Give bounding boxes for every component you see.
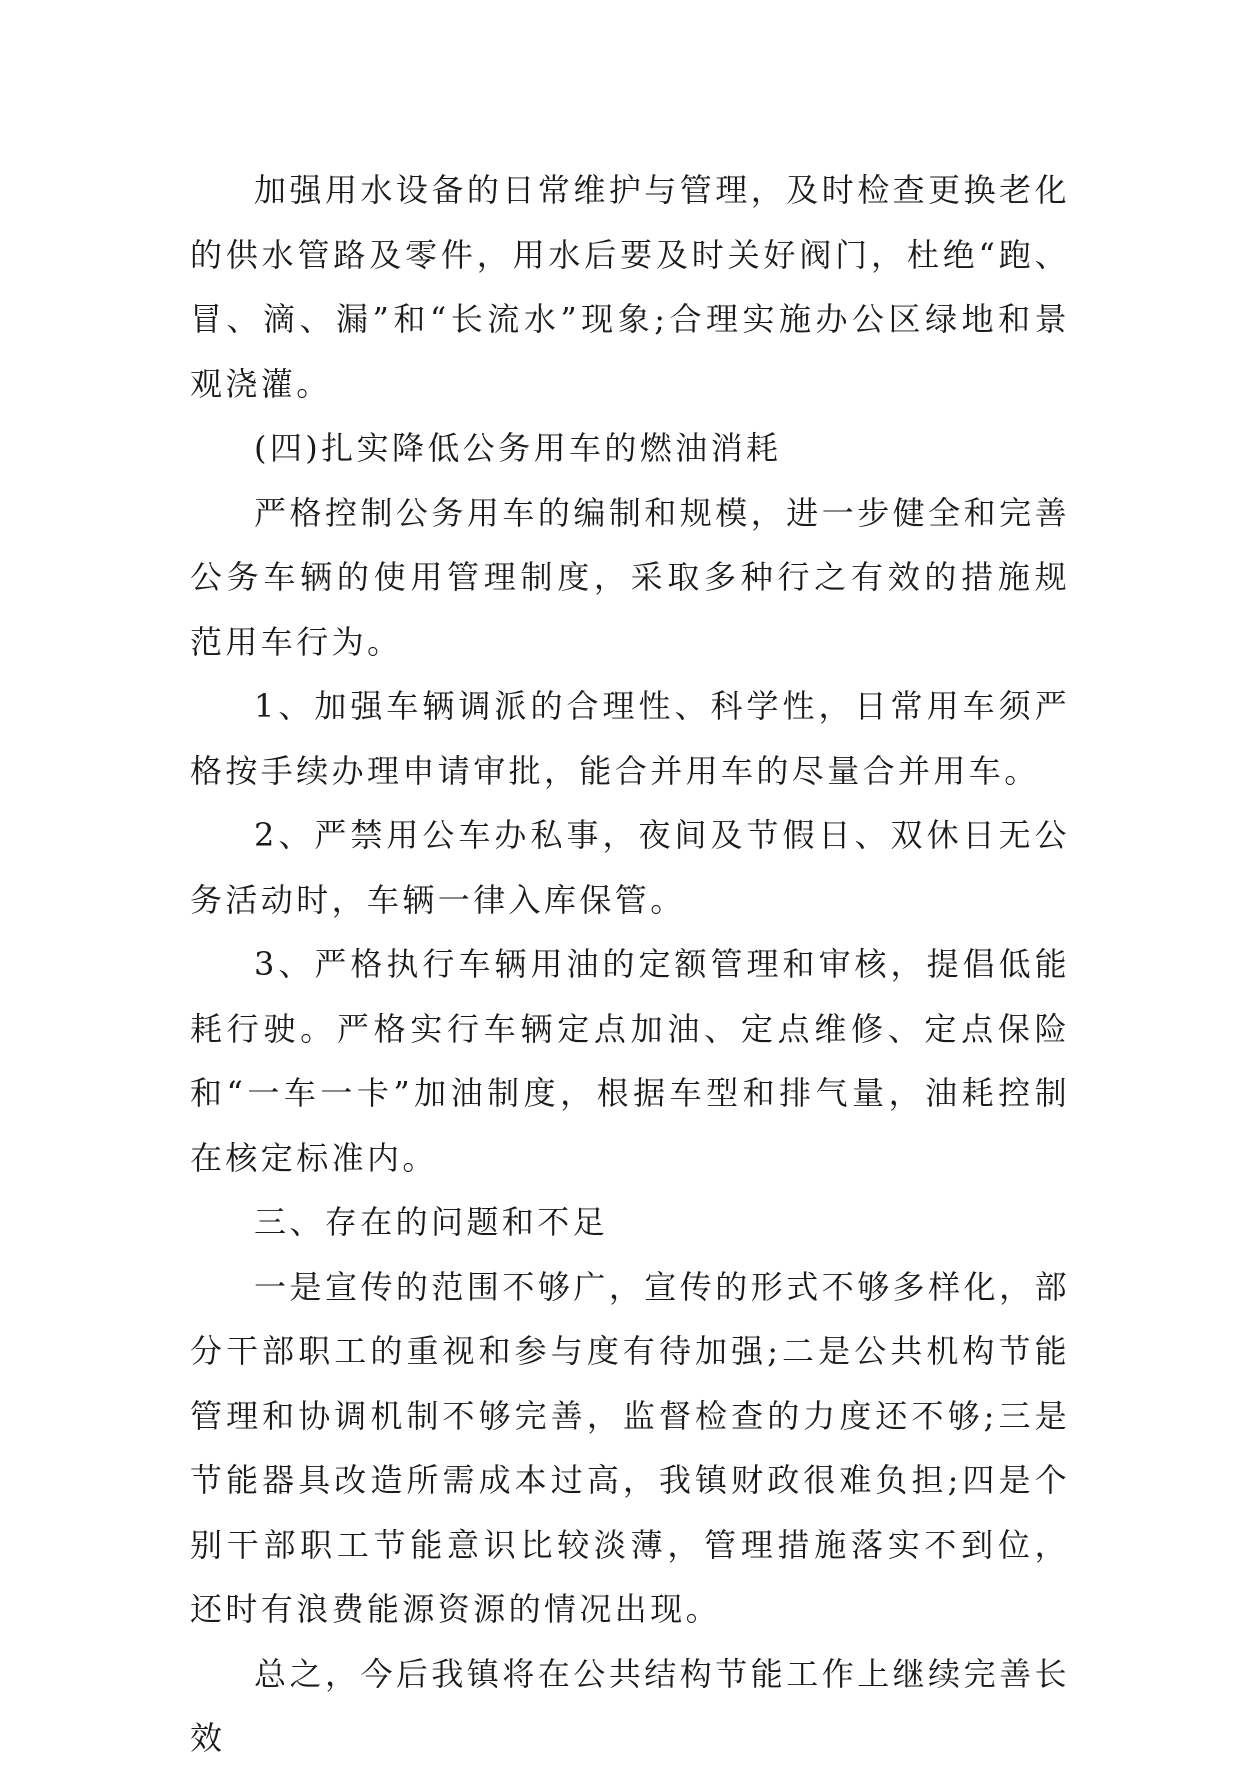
list-item-1: 1、加强车辆调派的合理性、科学性，日常用车须严格按手续办理申请审批，能合并用车的尽量合并用车。: [190, 687, 1070, 790]
paragraph-vehicle-control: 严格控制公务用车的编制和规模，进一步健全和完善公务车辆的使用管理制度，采取多种行之有效的措施规范用车行为。: [190, 493, 1070, 661]
paragraph-conclusion: 总之，今后我镇将在公共结构节能工作上继续完善长效: [190, 1654, 1070, 1757]
document-body: [190, 158, 1070, 1771]
paragraph-water-maintenance: 加强用水设备的日常维护与管理，及时检查更换老化的供水管路及零件，用水后要及时关好阀门，杜绝“跑、冒、滴、漏”和“长流水”现象;合理实施办公区绿地和景观浇灌。: [190, 171, 1070, 403]
section-heading-problems: 三、存在的问题和不足: [254, 1203, 609, 1241]
list-item-3: 3、严格执行车辆用油的定额管理和审核，提倡低能耗行驶。严格实行车辆定点加油、定点维修、定点保险和“一车一卡”加油制度，根据车型和排气量，油耗控制在核定标准内。: [190, 945, 1070, 1177]
section-heading-vehicle-fuel: (四)扎实降低公务用车的燃油消耗: [254, 429, 782, 467]
list-item-2: 2、严禁用公车办私事，夜间及节假日、双休日无公务活动时，车辆一律入库保管。: [190, 816, 1070, 919]
paragraph-problems: 一是宣传的范围不够广，宣传的形式不够多样化，部分干部职工的重视和参与度有待加强;二是公共机构节能管理和协调机制不够完善，监督检查的力度还不够;三是节能器具改造所需成本过高，我镇财政很难负担;四是个别干部职工节能意识比较淡薄，管理措施落实不到位，还时有浪费能源资源的情况出现。: [190, 1267, 1070, 1628]
